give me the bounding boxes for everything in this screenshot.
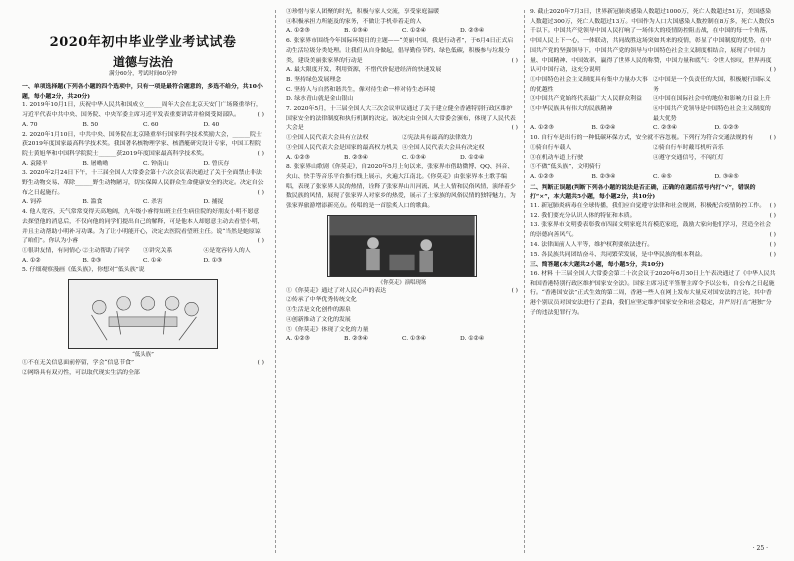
option-a: A. ①②③: [286, 154, 310, 161]
option-a: A. 袁隆平: [22, 160, 48, 167]
photo-caption: 《你莫走》演唱现场: [377, 279, 427, 286]
answer-blank: ( ): [257, 112, 264, 119]
options-row: [22, 121, 264, 131]
answer-blank: ( ): [511, 57, 518, 64]
question-8: [286, 163, 518, 345]
question-5: [22, 266, 264, 378]
option-d: D. ②③④: [460, 28, 485, 35]
options-row: [286, 27, 518, 37]
question-7: [286, 105, 518, 163]
question-10: [530, 134, 776, 183]
performance-photo: [327, 215, 477, 277]
options-row: [286, 154, 518, 164]
judgement-item: [530, 241, 776, 251]
question-2: [22, 131, 264, 170]
statement-3: ③中国共产党始终代表最广大人民群众利益: [530, 96, 642, 103]
question-stem: 5. 仔细观察漫画《低头族》，你想对“低头族”说: [22, 267, 145, 274]
question-3: [22, 169, 264, 208]
statement-1: ①不在无关信息面前停留，学会“信息节食”: [22, 360, 135, 367]
statement-5: ⑤《你莫走》体现了文化的力量: [286, 326, 369, 333]
question-stem: 2. 2020年1月10日，中共中央、国务院在北京隆重举行国家科学技术奖励大会，______院士获2019年度国家最高科学技术奖。我国著名核物理学家、核潜艇研究设计专家，中国工程院院士黄旭华和中国科学院院士______获2019年度国家最高科学技术奖。: [22, 131, 262, 157]
statement-2: ②网络具有双刃性，可以取代现实生活的全部: [22, 369, 140, 376]
question-stem: 7. 2020年5月，十三届全国人大三次会议审议通过了关于建立健全香港特别行政区维护国家安全的法律制度和执行机制的决定。该决定由全国人大常委会颁布，体现了人民代表大会是: [286, 106, 516, 132]
statements-row: [286, 134, 518, 153]
question-stem: 6. 张家界市围绕今年国际环境日的主题——“美丽中国，我是行动者”，于6月4日正式启动生活垃圾分类处理。让我们从自身做起，倡导勤俭节约、绿色低碳，积极参与垃圾分类，建设美丽张家界的行动是: [286, 38, 514, 64]
answer-blank: ( ): [511, 287, 518, 294]
statement-3: ③珍惜与家人团聚的时光，积极与家人交流，享受家庭温暖: [286, 9, 440, 15]
statement-4: ④积极承担力所能及的家务，不做让手机牵着走的人: [286, 18, 422, 25]
column-middle: [286, 8, 518, 345]
option-b: B. 50: [82, 121, 99, 128]
question-4: [22, 208, 264, 266]
options-row: [530, 173, 776, 183]
statement-5: ⑤不做“低头族”，文明骑行: [530, 164, 601, 171]
answer-blank: ( ): [769, 251, 776, 258]
statement-3: ③讲究关系: [143, 247, 173, 254]
column-divider: [524, 10, 525, 553]
option-b: B. 屠呦呦: [82, 160, 109, 167]
question-16: 16. 材料 十三届全国人大常委会第二十次会议于2020年6月30日上午表决通过了《中华人民共和国香港特别行政区维护国家安全法》。国家主席习近平签署主席令予以公布，自公布之日起施行。“香港国安法”正式生效的第二周，香港一些人在网上发布大量反对国安法的言论，其中香港个别议员对国安法进行了歪曲，我们应坚定维护国家安全和社会稳定，并严厉打击“港独”分子的违法犯罪行为。: [530, 270, 776, 316]
options-row: [22, 160, 264, 170]
question-stem: 1. 2019年10月1日，庆祝中华人民共和国成立______周年大会在北京天安门广场隆重举行，习近平代表中共中央、国务院、中央军委主席习近平发表重要讲话并检阅受阅部队。: [22, 102, 262, 119]
option-c: C. 坚持人与自然和谐共生，像对待生命一样对待生态环境: [286, 86, 436, 93]
option-b: B. ②③④: [591, 173, 616, 180]
question-stem: 10. 自行车是出行的一种低碳环保方式，安全就不容忽视。下列行为符合交通法规的有: [530, 135, 754, 142]
judgement-text: 13. 张家界市文明委表彰我市四届文明家庭共育模范家庭，鼓励大家向他们学习，营造全社会的崇德向善风气。: [530, 222, 771, 239]
option-a: A. 饲养: [22, 199, 42, 206]
statement-6: ⑥中国共产党领导是中国特色社会主义制度的最大优势: [653, 106, 771, 122]
answer-blank: ( ): [257, 360, 264, 367]
statement-1: ①全国人民代表大会具有立法权: [286, 135, 369, 142]
section-1-title: 一、单项选择题(下列各小题的四个选项中，只有一项是最符合题意的，多选不给分，共10小题，每小题2分，共20分): [22, 83, 263, 100]
option-c: C. ④⑤: [653, 173, 672, 180]
subject-title: 道德与法治: [112, 55, 173, 69]
question-stem: 3. 2020年2月24日下午，十三届全国人大常委会第十六次会议表决通过了关于全面禁止非法野生动物交易、革除______野生动物陋习，切实保障人民群众生命健康安全的决定。决定自公布之日起施行。: [22, 170, 264, 196]
statement-4: ④是宽容待人的人: [203, 247, 251, 254]
option-b: B. 滥食: [82, 199, 103, 206]
q5-continued: [286, 8, 518, 37]
column-right: [530, 8, 776, 319]
statement-5: ⑤中华民族具有伟大的民族精神: [530, 106, 613, 113]
statement-2: ②传承了中华优秀传统文化: [286, 297, 357, 304]
option-d: D. ①②④: [460, 154, 485, 161]
statement-1: ①很讲友情，有同情心: [22, 247, 81, 254]
option-c: C. ①②④: [402, 28, 426, 35]
option-a: A. ①②③: [286, 336, 310, 343]
statement-1: ①《你莫走》通过了对人民心声的表达: [286, 287, 387, 294]
page-number: · 25 ·: [752, 545, 768, 552]
question-stem: 4. 他人宽容，天气常常变得天高地阔，九年级小睿得知班主任生病住院的好朋友小明不愿意去探望他的消息后，不仅向他的同学们提出自己的解释，可是他本人却愿意主动去看望小明，并且主动帮助小明补习功课。为了让小明能开心，决定去医院看望班主任。说“当然是她原谅了咱们”。你认为小睿: [22, 209, 264, 245]
statement-1: ①骑自行车载人: [530, 144, 572, 151]
answer-blank: ( ): [511, 125, 518, 132]
judgement-item: [530, 202, 776, 212]
section-2-title: 二、判断正误题(判断下列各小题的说法是否正确，正确的在题后括号内打“√”，错误的打“×”，本大题共5小题，每小题2分，共10分): [530, 183, 756, 201]
answer-blank: ( ): [769, 203, 776, 210]
option-c: C. ①③④: [402, 336, 426, 343]
statement-3: ③在机动车道上行驶: [530, 154, 584, 161]
answer-blank: ( ): [257, 150, 264, 157]
answer-blank: ( ): [769, 135, 776, 142]
statement-4: ④中国在国际社会中的地位和影响力日益上升: [653, 96, 771, 103]
statement-2: ②骑自行车时戴耳机听音乐: [653, 144, 724, 151]
option-a: A. 最大限度开发、利用资源，不惜代价促进经济的快速发展: [286, 67, 442, 74]
options-row: [22, 198, 264, 208]
option-b: B. ②③: [82, 257, 102, 264]
statement-3: ③生活是文化创作的源泉: [286, 307, 351, 314]
answer-blank: ( ): [769, 241, 776, 248]
option-c: C. 钟南山: [143, 160, 169, 167]
option-d: D. ①②④: [460, 336, 485, 343]
option-b: B. ②③④: [344, 336, 368, 343]
exam-meta: 满分60分，考试时间60分钟: [109, 71, 177, 77]
question-stem: 9. 截止2020年7月3日，世界新冠肺炎感染人数超过1000万，死亡人数超过51万，美国感染人数超过300万，死亡人数超过13万。中国作为人口大国感染人数控制在8万多，死亡人数仅5千以下。中国共产党领导中国人民打响了一场伟大的疫情防控阻击战，在中国的每一个角落，中国人民上下一心，一体联动，共同战胜这场突如其来的疫情，彰显了中国制度的优势，在中国共产党的坚强领导下，中国共产党的领导与中国特色社会主义制度相结合，展现了中国力量、中国精神、中国效率，赢得了世界人民的称赞，中国力量和底气：令世人惊叹，世界再度认可中国行动，这充分说明: [530, 9, 775, 74]
answer-blank: ( ): [769, 232, 776, 239]
judgement-text: 15. 各民族共同团结奋斗、共同繁荣发展，是中华民族的根本利益。: [530, 251, 707, 258]
option-b: B. 坚持绿色发展理念: [286, 76, 342, 83]
option-c: C. ①④: [143, 257, 162, 264]
option-d: D. 绿水青山就是金山银山: [286, 96, 354, 103]
statement-2: ②主动帮助了同学: [82, 247, 130, 254]
question-9: [530, 8, 776, 134]
answer-blank: ( ): [257, 238, 264, 245]
judgement-item: [530, 251, 776, 261]
option-c: C. 60: [143, 121, 159, 128]
statement-1: ①中国特色社会主义制度具有集中力量办大事的优越性: [530, 76, 648, 93]
statements-row: [22, 247, 264, 257]
option-a: A. ①②③: [286, 28, 310, 35]
options-row: [286, 335, 518, 345]
option-b: B. ①②④: [591, 125, 616, 132]
answer-blank: ( ): [769, 212, 776, 219]
section-3-title: 三、简答题(本大题共2小题，每小题5分，共10分): [530, 261, 664, 269]
cartoon-caption: “低头族”: [132, 352, 154, 359]
option-a: A. ①②: [22, 257, 41, 264]
option-a: A. 70: [22, 121, 38, 128]
option-c: C. 杀害: [143, 199, 163, 206]
judgement-text: 11. 新冠肺炎病毒在全球传播，我们应自觉遵守法律和社会规则，积极配合疫情防控工作。: [530, 203, 766, 210]
options-row: [530, 124, 776, 134]
option-d: D. 捕捉: [203, 199, 224, 206]
column-left: [22, 8, 264, 378]
option-c: C. ①③④: [402, 154, 426, 161]
option-b: B. ②③④: [344, 154, 368, 161]
cartoon-image: [68, 279, 218, 349]
option-d: D. ③④⑤: [714, 173, 739, 180]
judgement-item: [530, 221, 776, 240]
option-d: D. ①③: [203, 257, 223, 264]
option-d: D. 40: [203, 121, 220, 128]
judgement-item: [530, 212, 776, 222]
judgement-text: 14. 法律面前人人平等，维护权利要依法进行。: [530, 241, 654, 248]
statement-4: ④遵守交通信号，不闯红灯: [653, 154, 724, 161]
option-c: C. ②③④: [653, 125, 677, 132]
column-divider: [275, 10, 276, 553]
option-a: A. ①②③: [530, 125, 554, 132]
statement-4: ④创新推动了文化的发展: [286, 316, 351, 323]
answer-blank: ( ): [257, 189, 264, 196]
statement-2: ②宪法具有最高的法律效力: [402, 135, 473, 142]
answer-blank: ( ): [769, 67, 776, 74]
question-1: [22, 101, 264, 130]
options-row: [22, 257, 264, 267]
statements-row: [530, 76, 776, 125]
exam-title: 2020年初中毕业学业考试试卷: [49, 35, 237, 50]
question-stem: 8. 张家界山歌剧《你莫走》，自2020年5月上旬以来，张家界市借助微博、QQ、抖音、火山、快手等音乐平台推行线上展示，火遍大江南北。《你莫走》由张家界本土歌手编唱，表现了张家界人民的热情，诠释了张家界山川河流、风土人情和民俗风情，演绎着少数民族的风情，展现了张家界人对家乡的热爱，展示了土家族的风俗民情的独特魅力，为张家界旅游增添新亮点。传唱的是一首脍炙人口的歌曲。: [286, 164, 516, 210]
statement-3: ③全国人民代表大会是国家的最高权力机关: [286, 144, 398, 151]
statement-2: ②中国是一个负责任的大国，积极履行国际义务: [653, 76, 771, 93]
statements-row: [530, 144, 776, 173]
question-6: [286, 37, 518, 105]
statement-4: ④全国人民代表大会具有决定权: [402, 144, 485, 151]
option-d: D. 曾庆存: [203, 160, 230, 167]
option-b: B. ①③④: [344, 28, 368, 35]
option-d: D. ①②③: [714, 125, 739, 132]
judgement-text: 12. 我们要充分认识人体的特征和本质。: [530, 212, 636, 219]
option-a: A. ①②③: [530, 173, 554, 180]
